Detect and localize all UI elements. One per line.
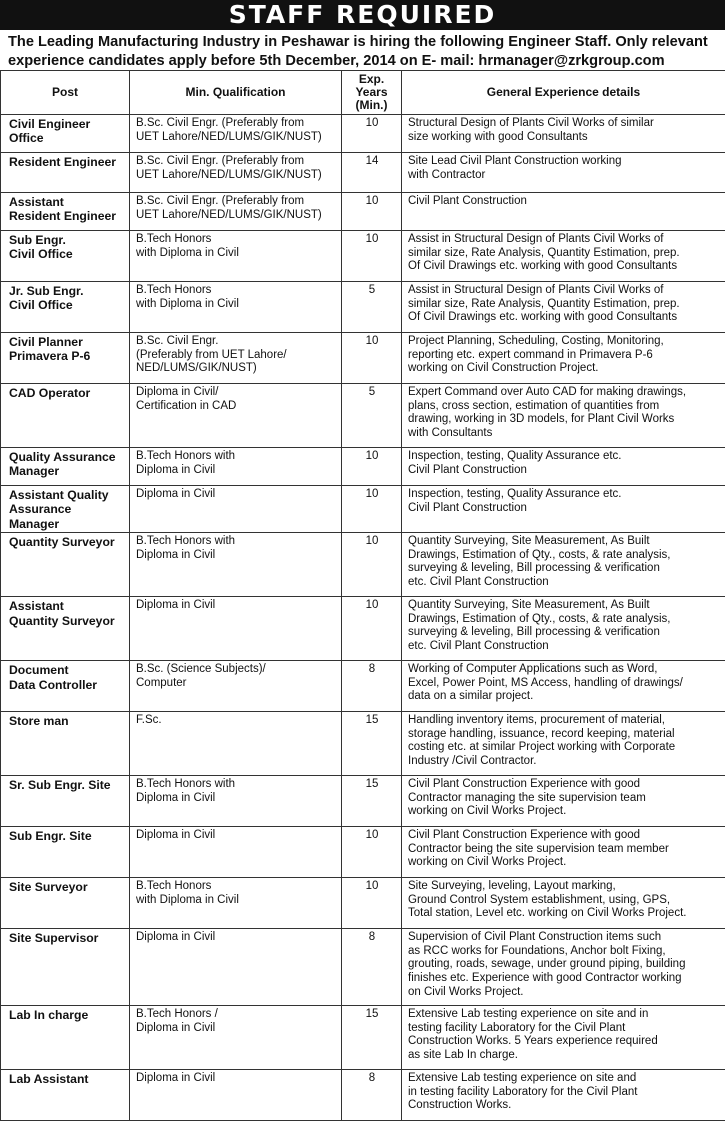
cell-experience-details: Extensive Lab testing experience on site and in testing facility Laboratory for the Civil Plant Construction Works. 5 Years experience required as site Lab In charge. <box>402 1006 725 1070</box>
cell-experience-details: Supervision of Civil Plant Construction items such as RCC works for Foundations, Anchor bolt Fixing, grouting, roads, sewage, under ground piping, building finishes etc. Experience with good Contractor working on Civil Works Project. <box>402 929 725 1006</box>
table-row <box>1 878 725 929</box>
cell-qualification: F.Sc. <box>130 712 342 776</box>
cell-qualification: Diploma in Civil/ Certification in CAD <box>130 384 342 448</box>
cell-experience-years: 15 <box>342 776 402 827</box>
cell-experience-details: Project Planning, Scheduling, Costing, Monitoring, reporting etc. expert command in Primavera P-6 working on Civil Construction Project. <box>402 333 725 384</box>
cell-experience-years: 10 <box>342 231 402 282</box>
cell-qualification: B.Tech Honors with Diploma in Civil <box>130 776 342 827</box>
table-row <box>1 282 725 333</box>
cell-qualification: Diploma in Civil <box>130 1070 342 1121</box>
cell-experience-years: 10 <box>342 486 402 533</box>
table-row <box>1 712 725 776</box>
cell-post: CAD Operator <box>1 384 130 448</box>
cell-qualification: B.Tech Honors with Diploma in Civil <box>130 282 342 333</box>
cell-qualification: B.Tech Honors with Diploma in Civil <box>130 448 342 486</box>
cell-post: Site Surveyor <box>1 878 130 929</box>
cell-experience-details: Civil Plant Construction Experience with good Contractor being the site supervision team member working on Civil Works Project. <box>402 827 725 878</box>
intro-line-2: experience candidates apply before 5th December, 2014 on E- mail: hrmanager@zrkgroup.com <box>8 52 719 71</box>
cell-qualification: B.Sc. (Science Subjects)/ Computer <box>130 661 342 712</box>
cell-experience-years: 10 <box>342 827 402 878</box>
table-row <box>1 827 725 878</box>
cell-experience-details: Site Lead Civil Plant Construction working with Contractor <box>402 153 725 193</box>
cell-experience-years: 8 <box>342 1070 402 1121</box>
intro-text <box>0 30 725 70</box>
cell-post: Civil Planner Primavera P-6 <box>1 333 130 384</box>
cell-experience-details: Quantity Surveying, Site Measurement, As Built Drawings, Estimation of Qty., costs, & rate analysis, surveying & leveling, Bill processing & verification etc. Civil Plant Construction <box>402 533 725 597</box>
cell-experience-details: Working of Computer Applications such as Word, Excel, Power Point, MS Access, handling of drawings/ data on a similar project. <box>402 661 725 712</box>
table-row <box>1 776 725 827</box>
vacancy-table <box>0 70 725 1121</box>
table-row <box>1 486 725 533</box>
cell-experience-details: Expert Command over Auto CAD for making drawings, plans, cross section, estimation of quantities from drawing, working in 3D models, for Plant Civil Works with Consultants <box>402 384 725 448</box>
cell-qualification: B.Tech Honors / Diploma in Civil <box>130 1006 342 1070</box>
table-header-row <box>1 71 725 115</box>
table-row <box>1 1070 725 1121</box>
cell-experience-details: Assist in Structural Design of Plants Civil Works of similar size, Rate Analysis, Quantity Estimation, prep. Of Civil Drawings etc. working with good Consultants <box>402 282 725 333</box>
header-post: Post <box>1 71 130 115</box>
cell-experience-details: Assist in Structural Design of Plants Civil Works of similar size, Rate Analysis, Quantity Estimation, prep. Of Civil Drawings etc. working with good Consultants <box>402 231 725 282</box>
intro-line-1: The Leading Manufacturing Industry in Peshawar is hiring the following Engineer Staff. Only relevant <box>8 33 719 52</box>
cell-experience-details: Civil Plant Construction <box>402 193 725 231</box>
cell-post: Resident Engineer <box>1 153 130 193</box>
table-row <box>1 333 725 384</box>
header-details: General Experience details <box>402 71 725 115</box>
cell-experience-details: Handling inventory items, procurement of material, storage handling, issuance, record keeping, material costing etc. at similar Project working with Corporate Industry /Civil Contractor. <box>402 712 725 776</box>
cell-experience-years: 10 <box>342 878 402 929</box>
cell-qualification: Diploma in Civil <box>130 486 342 533</box>
cell-post: Site Supervisor <box>1 929 130 1006</box>
table-row <box>1 929 725 1006</box>
table-row <box>1 661 725 712</box>
cell-post: Quantity Surveyor <box>1 533 130 597</box>
header-qualification: Min. Qualification <box>130 71 342 115</box>
cell-qualification: Diploma in Civil <box>130 827 342 878</box>
cell-experience-details: Inspection, testing, Quality Assurance etc. Civil Plant Construction <box>402 486 725 533</box>
cell-experience-years: 8 <box>342 929 402 1006</box>
cell-qualification: B.Sc. Civil Engr. (Preferably from UET Lahore/NED/LUMS/GIK/NUST) <box>130 193 342 231</box>
table-row <box>1 231 725 282</box>
cell-post: Assistant Quality Assurance Manager <box>1 486 130 533</box>
cell-experience-years: 10 <box>342 115 402 153</box>
cell-experience-years: 5 <box>342 384 402 448</box>
cell-qualification: B.Tech Honors with Diploma in Civil <box>130 231 342 282</box>
table-row <box>1 533 725 597</box>
cell-qualification: Diploma in Civil <box>130 929 342 1006</box>
cell-qualification: B.Sc. Civil Engr. (Preferably from UET Lahore/NED/LUMS/GIK/NUST) <box>130 153 342 193</box>
cell-post: Assistant Quantity Surveyor <box>1 597 130 661</box>
cell-experience-years: 15 <box>342 712 402 776</box>
table-row <box>1 1006 725 1070</box>
cell-qualification: Diploma in Civil <box>130 597 342 661</box>
cell-experience-details: Civil Plant Construction Experience with good Contractor managing the site supervision team working on Civil Works Project. <box>402 776 725 827</box>
header-experience: Exp. Years (Min.) <box>342 71 402 115</box>
cell-experience-details: Structural Design of Plants Civil Works of similar size working with good Consultants <box>402 115 725 153</box>
cell-experience-years: 14 <box>342 153 402 193</box>
cell-post: Jr. Sub Engr. Civil Office <box>1 282 130 333</box>
cell-post: Document Data Controller <box>1 661 130 712</box>
cell-post: Sub Engr. Site <box>1 827 130 878</box>
cell-experience-details: Site Surveying, leveling, Layout marking, Ground Control System establishment, using, GPS, Total station, Level etc. working on Civil Works Project. <box>402 878 725 929</box>
cell-post: Lab In charge <box>1 1006 130 1070</box>
cell-experience-years: 15 <box>342 1006 402 1070</box>
cell-experience-years: 10 <box>342 333 402 384</box>
cell-post: Store man <box>1 712 130 776</box>
cell-post: Quality Assurance Manager <box>1 448 130 486</box>
cell-experience-years: 10 <box>342 193 402 231</box>
cell-post: Civil Engineer Office <box>1 115 130 153</box>
cell-experience-details: Extensive Lab testing experience on site and in testing facility Laboratory for the Civil Plant Construction Works. <box>402 1070 725 1121</box>
page-title: STAFF REQUIRED <box>0 0 725 30</box>
table-row <box>1 448 725 486</box>
table-body <box>1 115 725 1121</box>
cell-experience-details: Inspection, testing, Quality Assurance etc. Civil Plant Construction <box>402 448 725 486</box>
cell-post: Sr. Sub Engr. Site <box>1 776 130 827</box>
cell-post: Assistant Resident Engineer <box>1 193 130 231</box>
cell-post: Lab Assistant <box>1 1070 130 1121</box>
cell-experience-years: 10 <box>342 533 402 597</box>
table-row <box>1 384 725 448</box>
cell-experience-years: 5 <box>342 282 402 333</box>
cell-qualification: B.Sc. Civil Engr. (Preferably from UET Lahore/ NED/LUMS/GIK/NUST) <box>130 333 342 384</box>
cell-experience-years: 10 <box>342 597 402 661</box>
table-row <box>1 115 725 153</box>
cell-experience-years: 8 <box>342 661 402 712</box>
cell-post: Sub Engr. Civil Office <box>1 231 130 282</box>
table-row <box>1 153 725 193</box>
table-row <box>1 597 725 661</box>
cell-experience-years: 10 <box>342 448 402 486</box>
cell-qualification: B.Tech Honors with Diploma in Civil <box>130 878 342 929</box>
cell-qualification: B.Tech Honors with Diploma in Civil <box>130 533 342 597</box>
cell-experience-details: Quantity Surveying, Site Measurement, As Built Drawings, Estimation of Qty., costs, & rate analysis, surveying & leveling, Bill processing & verification etc. Civil Plant Construction <box>402 597 725 661</box>
cell-qualification: B.Sc. Civil Engr. (Preferably from UET Lahore/NED/LUMS/GIK/NUST) <box>130 115 342 153</box>
table-row <box>1 193 725 231</box>
